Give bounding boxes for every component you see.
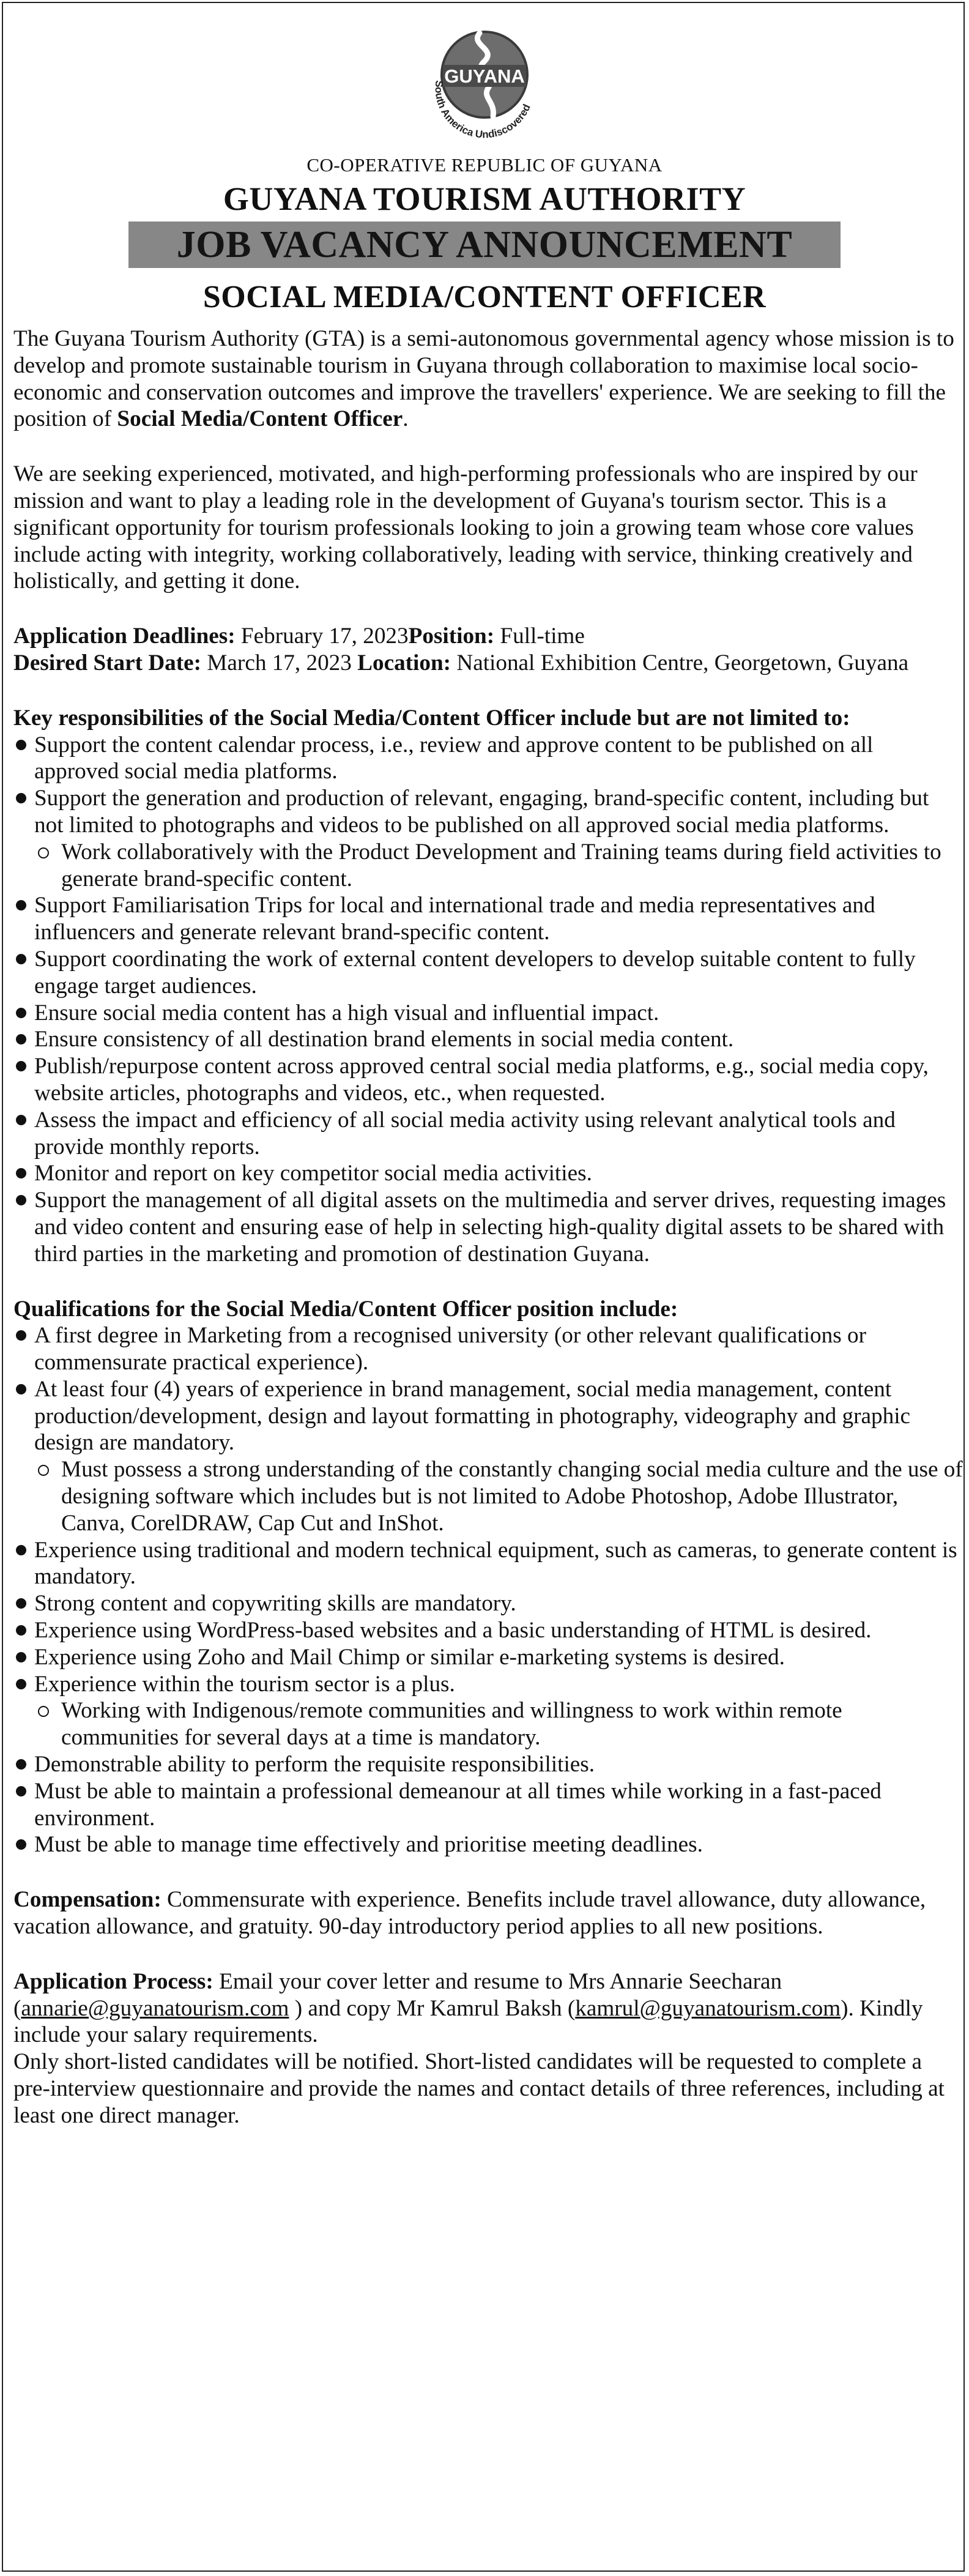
list-item: Working with Indigenous/remote communities and willingness to work within remote communities for several days at a time is mandatory. [13,1697,963,1751]
list-item: At least four (4) years of experience in brand management, social media management, content production/development, design and layout formatting in photography, videography and graphic design are mandatory. [13,1376,963,1456]
list-item: Must possess a strong understanding of the constantly changing social media culture and the use of designing software which includes but is not limited to Adobe Photoshop, Adobe Illustrator, Canva, CorelDRAW, Cap Cut and InShot. [13,1456,963,1536]
application-process-paragraph: Application Process: Email your cover letter and resume to Mrs Annarie Seecharan (annarie@guyanatourism.com ) and copy Mr Kamrul Baksh (kamrul@guyanatourism.com). Kindly include your salary requirements. [13,1968,923,2048]
compensation-paragraph: Compensation: Commensurate with experience. Benefits include travel allowance, duty allowance, vacation allowance, and gratuity. 90-day introductory period applies to all new positions. [13,1887,926,1940]
list-item: Support the generation and production of relevant, engaging, brand-specific content, including but not limited to photographs and videos to be published on all approved social media platforms. [13,785,963,839]
qualifications-list [13,1322,963,1858]
list-item: Assess the impact and efficiency of all social media activity using relevant analytical tools and provide monthly reports. [13,1107,963,1161]
list-item: Support the management of all digital assets on the multimedia and server drives, requesting images and video content and ensuring ease of help in selecting high-quality digital assets to be shared with third parties in the marketing and promotion of destination Guyana. [13,1187,963,1267]
responsibilities-list [13,732,963,1268]
list-item: Experience using Zoho and Mail Chimp or similar e-marketing systems is desired. [13,1644,963,1671]
compensation-label: Compensation: [13,1887,162,1913]
authority-title: GUYANA TOURISM AUTHORITY [223,181,746,217]
list-item: Ensure social media content has a high visual and influential impact. [13,1000,963,1027]
guyana-logo [411,9,558,155]
list-item: Must be able to maintain a professional demeanour at all times while working in a fast-paced environment. [13,1778,963,1832]
list-item: A first degree in Marketing from a recognised university (or other relevant qualifications or commensurate practical experience). [13,1322,963,1376]
list-item: Demonstrable ability to perform the requisite responsibilities. [13,1751,963,1778]
deadline-label: Application Deadlines: [13,624,236,649]
shortlist-note: Only short-listed candidates will be notified. Short-listed candidates will be requested to complete a pre-interview questionnaire and provide the names and contact details of three references, including at least one direct manager. [13,2049,945,2128]
logo-tagline: South America Undiscovered [433,80,533,141]
application-process-label: Application Process: [13,1968,213,1994]
intro-position-name: Social Media/Content Officer [117,406,403,432]
list-item: Experience using WordPress-based websites and a basic understanding of HTML is desired. [13,1617,963,1644]
vacancy-banner: JOB VACANCY ANNOUNCEMENT [128,221,841,268]
list-item: Experience using traditional and modern technical equipment, such as cameras, to generate content is mandatory. [13,1537,963,1591]
list-item: Work collaboratively with the Product Development and Training teams during field activities to generate brand-specific content. [13,839,963,893]
email-link-annarie[interactable]: annarie@guyanatourism.com [21,1995,289,2021]
intro-paragraph-2: We are seeking experienced, motivated, and high-performing professionals who are inspired by our mission and want to play a leading role in the development of Guyana's tourism sector. This is a significant opportunity for tourism professionals looking to join a growing team whose core values include acting with integrity, working collaboratively, leading with service, thinking creatively and holistically, and getting it done. [13,461,918,594]
intro-paragraph-1: The Guyana Tourism Authority (GTA) is a semi-autonomous governmental agency whose mission is to develop and promote sustainable tourism in Guyana through collaboration to maximise local socio-economic and conservation outcomes and improve the travellers' experience. We are seeking to fill the position of Social Media/Content Officer. [13,326,954,432]
logo-wordmark: GUYANA [444,65,525,87]
list-item: Support coordinating the work of external content developers to develop suitable content to fully engage target audiences. [13,946,963,1000]
list-item: Support Familiarisation Trips for local and international trade and media representatives and influencers and generate relevant brand-specific content. [13,892,963,946]
email-link-kamrul[interactable]: kamrul@guyanatourism.com [575,1995,841,2021]
location-label: Location: [357,650,451,676]
list-item: Publish/repurpose content across approved central social media platforms, e.g., social media copy, website articles, photographs and videos, etc., when requested. [13,1053,963,1107]
list-item: Experience within the tourism sector is a plus. [13,1671,963,1698]
list-item: Ensure consistency of all destination brand elements in social media content. [13,1026,963,1053]
republic-line: CO-OPERATIVE REPUBLIC OF GUYANA [306,154,663,176]
position-label: Position: [408,624,495,649]
start-date-label: Desired Start Date: [13,650,202,676]
position-value: Full-time [494,624,585,649]
list-item: Must be able to manage time effectively and prioritise meeting deadlines. [13,1831,963,1858]
responsibilities-heading: Key responsibilities of the Social Media/Content Officer include but are not limited to: [13,705,850,731]
list-item: Monitor and report on key competitor social media activities. [13,1160,963,1187]
qualifications-heading: Qualifications for the Social Media/Content Officer position include: [13,1296,678,1322]
details-block [13,623,963,677]
start-date-value: March 17, 2023 [201,650,358,676]
list-item: Support the content calendar process, i.e., review and approve content to be published on all approved social media platforms. [13,732,963,786]
announcement-body [13,326,963,2129]
deadline-value: February 17, 2023 [235,624,409,649]
job-title: SOCIAL MEDIA/CONTENT OFFICER [202,280,767,315]
location-value: National Exhibition Centre, Georgetown, Guyana [451,650,909,676]
list-item: Strong content and copywriting skills are mandatory. [13,1590,963,1617]
